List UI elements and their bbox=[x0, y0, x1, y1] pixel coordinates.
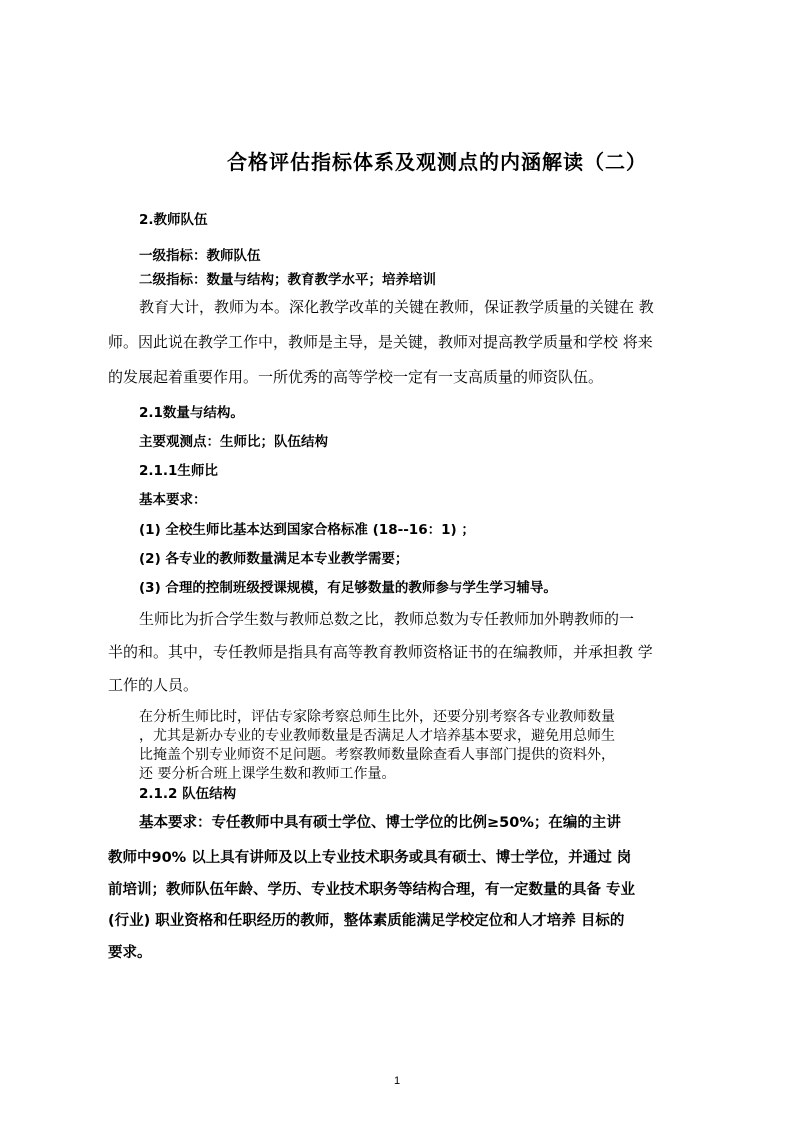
structure-line: 教师中90% 以上具有讲师及以上专业技术职务或具有硕士、博士学位，并通过 岗 bbox=[108, 850, 632, 866]
document-title-text: 合格评估指标体系及观测点的内涵解读（二） bbox=[227, 150, 647, 174]
observation-points: 主要观测点：生师比；队伍结构 bbox=[139, 434, 328, 450]
page-number: 1 bbox=[393, 1075, 401, 1087]
ratio-line: 半的和。其中，专任教师是指具有高等教育教师资格证书的在编教师，并承担教 学 bbox=[108, 643, 653, 661]
structure-line: 基本要求：专任教师中具有硕士学位、博士学位的比例≥50%；在编的主讲 bbox=[139, 815, 621, 831]
analysis-line: 还 要分析合班上课学生数和教师工作量。 bbox=[139, 766, 396, 782]
structure-line: 要求。 bbox=[108, 945, 152, 961]
intro-line: 的发展起着重要作用。一所优秀的高等学校一定有一支高质量的师资队伍。 bbox=[108, 368, 604, 386]
requirement-item: (1) 全校生师比基本达到国家合格标准 (18--16：1) ； bbox=[139, 522, 475, 538]
analysis-line: 比掩盖个别专业师资不足问题。考察教师数量除查看人事部门提供的资料外， bbox=[139, 747, 615, 763]
requirement-item: (2) 各专业的教师数量满足本专业教学需要； bbox=[139, 551, 409, 567]
ratio-line: 工作的人员。 bbox=[108, 676, 199, 694]
analysis-line: ，尤其是新办专业的专业教师数量是否满足人才培养基本要求，避免用总师生 bbox=[139, 728, 615, 744]
requirement-item: (3) 合理的控制班级授课规模，有足够数量的教师参与学生学习辅导。 bbox=[139, 580, 557, 596]
sub-heading: 2.1.1生师比 bbox=[139, 463, 218, 479]
sub-heading: 2.1数量与结构。 bbox=[139, 405, 244, 421]
section-heading: 2.教师队伍 bbox=[139, 212, 208, 228]
ratio-line: 生师比为折合学生数与教师总数之比，教师总数为专任教师加外聘教师的一 bbox=[139, 610, 635, 628]
structure-line: (行业) 职业资格和任职经历的教师，整体素质能满足学校定位和人才培养 目标的 bbox=[108, 913, 625, 929]
level2-indicator: 二级指标：数量与结构；教育教学水平；培养培训 bbox=[139, 272, 436, 288]
basic-requirements-label: 基本要求： bbox=[139, 492, 207, 508]
level1-indicator: 一级指标：教师队伍 bbox=[139, 248, 261, 264]
analysis-line: 在分析生师比时，评估专家除考察总师生比外，还要分别考察各专业教师数量 bbox=[139, 709, 615, 725]
document-title bbox=[0, 146, 794, 175]
sub-heading: 2.1.2 队伍结构 bbox=[139, 786, 237, 802]
structure-line: 前培训；教师队伍年龄、学历、专业技术职务等结构合理，有一定数量的具备 专业 bbox=[108, 882, 636, 898]
intro-line: 师。因此说在教学工作中，教师是主导，是关键，教师对提高教学质量和学校 将来 bbox=[108, 333, 653, 351]
intro-line: 教育大计，教师为本。深化教学改革的关键在教师，保证教学质量的关键在 教 bbox=[139, 298, 654, 316]
